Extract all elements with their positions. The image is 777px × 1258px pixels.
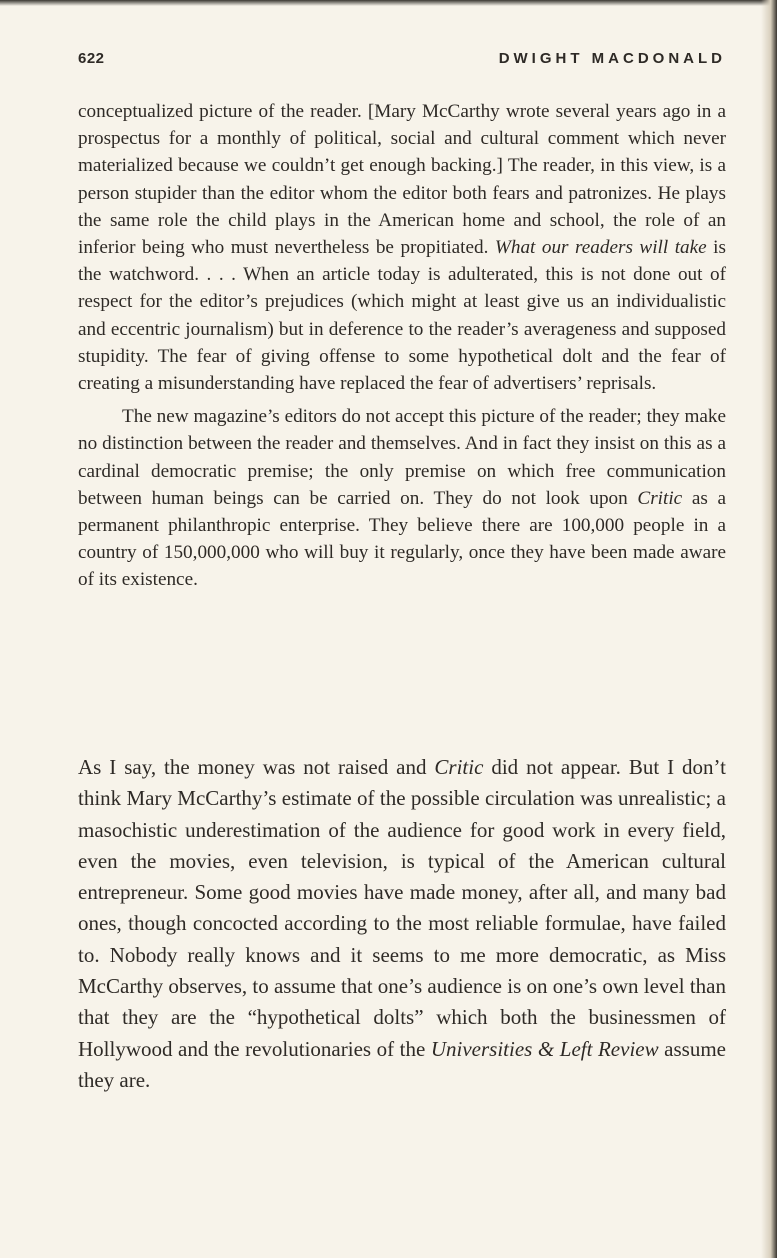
text-run: as a permanent philanthropic enterprise. They believe there are 100,000 people in a country of 150,000,000 who will buy it regularly, once they have been made aware of its existence. xyxy=(78,487,726,591)
text-run: conceptualized picture of the reader. [Mary McCarthy wrote several years ago in a prospectus for a monthly of political, social and cultural comment which never materialized because we couldn’t get enough backing.] The reader, in this view, is a person stupider than the editor whom the editor both fears and patronizes. He plays the same role the child plays in the American home and school, the role of an inferior being who must nevertheless be propitiated. xyxy=(78,101,726,259)
text-run: is the watchword. . . . When an article today is adulterated, this is not done out of respect for the editor’s prejudices (which might at least give us an individualistic and eccentric journalism) but in deference to the reader’s averageness and supposed stupidity. The fear of giving offense to some hypothetical dolt and the fear of creating a misunderstanding have replaced the fear of advertisers’ reprisals. xyxy=(78,237,726,395)
text-run: did not appear. But I don’t think Mary McCarthy’s estimate of the possible circulation was unrealistic; a masochistic underestimation of the audience for good work in every field, even the movies, even television, is typical of the American cultural entrepreneur. Some good movies have made money, after all, and many bad ones, though concocted according to the most reliable formulae, have failed to. Nobody really knows and it seems to me more democratic, as Miss McCarthy observes, to assume that one’s audience is on one’s own level than that they are the “hypothetical dolts” which both the businessmen of Hollywood and the revolutionaries of the xyxy=(78,755,727,1061)
text-run: The new magazine’s editors do not accept this picture of the reader; they make no distinction between the reader and themselves. And in fact they insist on this as a cardinal democratic premise; the only premise on which free communication between human beings can be carried on. They do not look upon xyxy=(78,406,726,509)
page-gutter-edge xyxy=(761,0,777,1258)
page-number: 622 xyxy=(78,50,105,67)
italic-run: Universities & Left Review xyxy=(430,1036,659,1061)
body-paragraph-1 xyxy=(78,752,726,1096)
quote-paragraph-1 xyxy=(78,98,726,397)
text-run: As I say, the money was not raised and xyxy=(78,755,435,779)
quote-paragraph-2 xyxy=(78,403,726,593)
italic-run: Critic xyxy=(434,755,484,779)
block-quote xyxy=(78,98,726,594)
page-top-shadow xyxy=(0,0,777,6)
italic-run: What our readers will take xyxy=(494,237,707,259)
italic-run: Critic xyxy=(637,487,683,509)
running-head: DWIGHT MACDONALD xyxy=(498,50,726,67)
body-text xyxy=(78,752,726,1096)
text-run: assume they are. xyxy=(78,1036,726,1092)
page-header xyxy=(78,50,726,74)
